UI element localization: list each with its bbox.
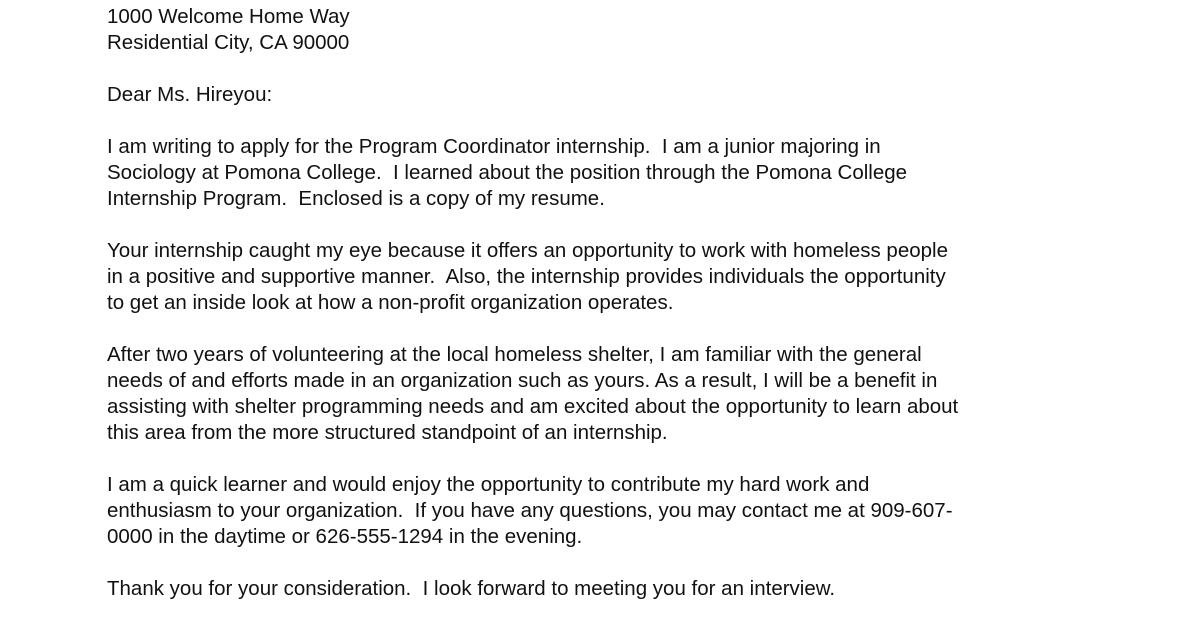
paragraph-line: Internship Program. Enclosed is a copy of my resume. <box>107 187 605 210</box>
paragraph-intro <box>107 134 1107 212</box>
paragraph-line: to get an inside look at how a non-profit organization operates. <box>107 291 674 314</box>
address-city-line: Residential City, CA 90000 <box>107 31 350 54</box>
paragraph-interest <box>107 238 1107 316</box>
paragraph-line: I am writing to apply for the Program Coordinator internship. I am a junior majoring in <box>107 135 881 158</box>
paragraph-closing <box>107 576 1107 602</box>
paragraph-line: Sociology at Pomona College. I learned about the position through the Pomona College <box>107 161 908 184</box>
paragraph-line: needs of and efforts made in an organization such as yours. As a result, I will be a benefit in <box>107 369 938 392</box>
paragraph-contact <box>107 472 1107 550</box>
paragraph-line: After two years of volunteering at the local homeless shelter, I am familiar with the general <box>107 343 922 366</box>
sender-address <box>107 4 1107 56</box>
paragraph-line: this area from the more structured standpoint of an internship. <box>107 421 668 444</box>
paragraph-line: 0000 in the daytime or 626-555-1294 in the evening. <box>107 525 583 548</box>
paragraph-experience <box>107 342 1107 446</box>
paragraph-line: Thank you for your consideration. I look forward to meeting you for an interview. <box>107 577 836 600</box>
paragraph-line: Your internship caught my eye because it offers an opportunity to work with homeless people <box>107 239 948 262</box>
paragraph-line: I am a quick learner and would enjoy the opportunity to contribute my hard work and <box>107 473 870 496</box>
salutation-text: Dear Ms. Hireyou: <box>107 83 273 106</box>
paragraph-line: in a positive and supportive manner. Also, the internship provides individuals the opportunity <box>107 265 946 288</box>
cover-letter <box>107 4 1107 628</box>
paragraph-line: enthusiasm to your organization. If you have any questions, you may contact me at 909-607- <box>107 499 953 522</box>
address-street: 1000 Welcome Home Way <box>107 5 350 28</box>
salutation <box>107 82 1107 108</box>
paragraph-line: assisting with shelter programming needs and am excited about the opportunity to learn about <box>107 395 959 418</box>
